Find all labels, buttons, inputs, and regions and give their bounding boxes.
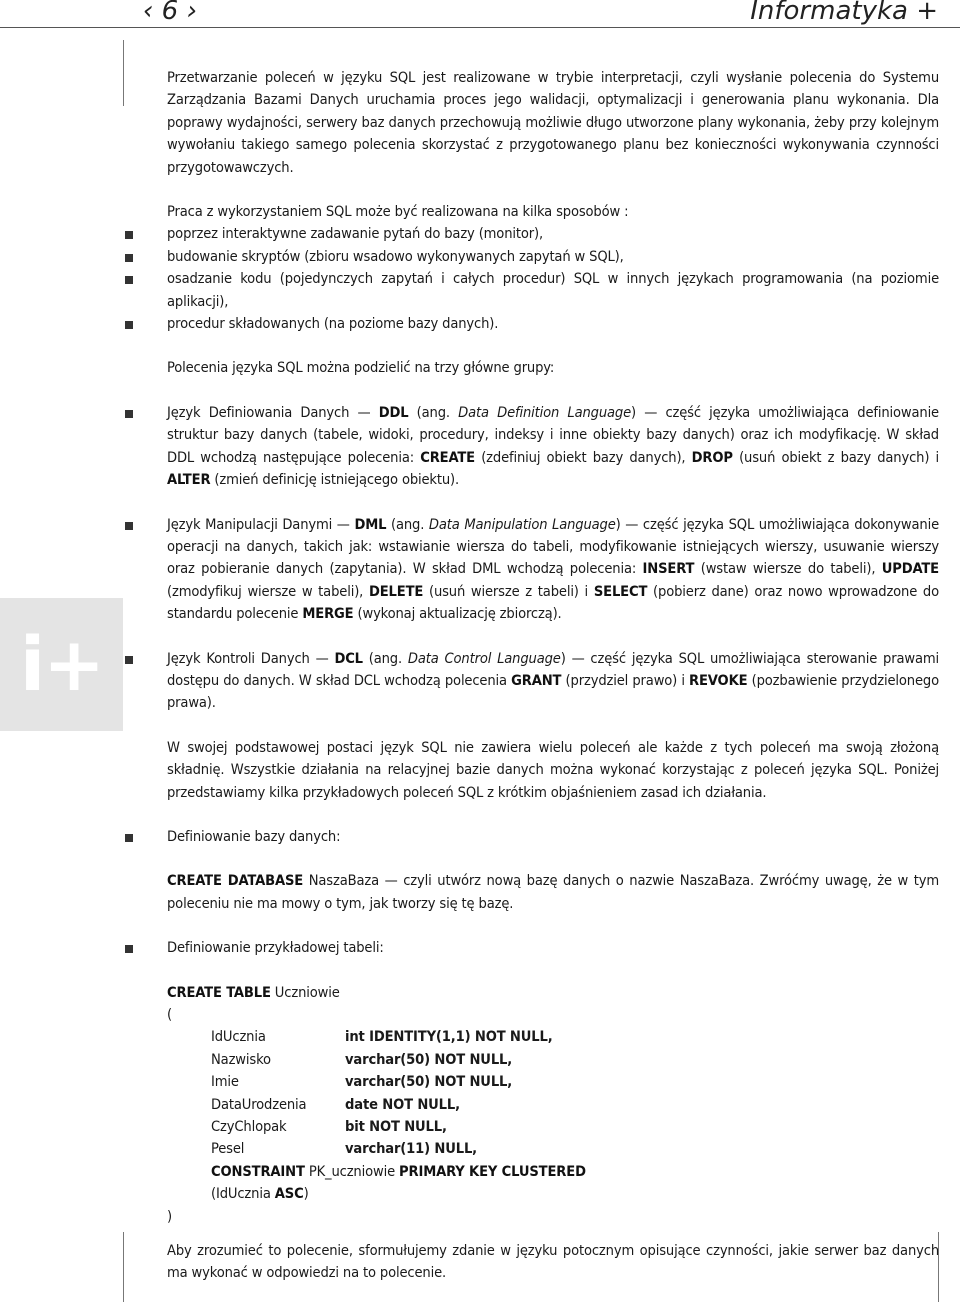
- list-item: budowanie skryptów (zbioru wsadowo wykonywanych zapytań w SQL),: [167, 246, 939, 268]
- intro-paragraph: Przetwarzanie poleceń w języku SQL jest realizowane w trybie interpretacji, czyli wysłanie polecenia do Systemu Zarządzania Bazami Danych uruchamia proces jego walidacji, optymalizacji i generowania planu wykonania. Dla poprawy wydajności, serwery baz danych przechowują możliwie długo utworzone plany wykonania, żeby przy kolejnym wywołaniu takiego samego polecenia skorzystać z przygotowanego planu bez konieczności wykonywania czynności przygotowawczych.: [167, 69, 939, 176]
- margin-line: [123, 40, 124, 106]
- closing-paragraph: Aby zrozumieć to polecenie, sformułujemy zdanie w języku potocznym opisujące czynności, jakie serwer baz danych ma wykonać w odpowiedzi na to polecenie.: [167, 1242, 939, 1282]
- list-item: poprzez interaktywne zadawanie pytań do bazy (monitor),: [167, 223, 939, 245]
- code-column-row: Imie varchar(50) NOT NULL,: [211, 1073, 513, 1091]
- page-number: ‹ 6 ›: [143, 0, 197, 26]
- summary-paragraph: W swojej podstawowej postaci język SQL nie zawiera wielu poleceń ale każde z tych poleceń ma swoją złożoną składnię. Wszystkie działania na relacyjnej bazie danych można wykonać korzystając z poleceń języka SQL. Poniżej przedstawiamy kilka przykładowych poleceń SQL z krótkim objaśnieniem zasad ich działania.: [167, 738, 939, 801]
- ways-intro: Praca z wykorzystaniem SQL może być realizowana na kilka sposobów :: [167, 203, 629, 221]
- dml-item: Język Manipulacji Danymi — DML (ang. Data Manipulation Language) — część języka SQL umożliwiająca dokonywanie operacji na danych, takich jak: wstawianie wiersza do tabeli, modyfikowanie istniejących wierszy, usuwanie wierszy oraz pobieranie danych (zapytania). W skład DML wchodzą polecenia: INSERT (wstaw wiersze do tabeli), UPDATE (zmodyfikuj wiersze w tabeli), DELETE (usuń wiersze z tabeli) i SELECT (pobierz dane) oraz nowo wprowadzone do standardu polecenie MERGE (wykonaj aktualizację zbiorczą).: [167, 514, 939, 626]
- ddl-item: Język Definiowania Danych — DDL (ang. Data Definition Language) — część języka umożliwiająca definiowanie struktur bazy danych (tabele, widoki, procedury, indeksy i inne obiekty bazy danych) oraz ich modyfikację. W skład DDL wchodzą następujące polecenia: CREATE (zdefiniuj obiekt bazy danych), DROP (usuń obiekt z bazy danych) i ALTER (zmień definicję istniejącego obiektu).: [167, 402, 939, 492]
- header-rule: [0, 27, 960, 28]
- list-item: procedur składowanych (na poziome bazy danych).: [167, 313, 939, 335]
- code-line: (: [167, 1006, 172, 1023]
- journal-title: Informatyka +: [750, 0, 938, 26]
- code-line: (IdUcznia ASC): [211, 1185, 309, 1203]
- code-column-row: Nazwisko varchar(50) NOT NULL,: [211, 1050, 513, 1068]
- groups-intro: Polecenia języka SQL można podzielić na trzy główne grupy:: [167, 359, 555, 377]
- list-item: osadzanie kodu (pojedynczych zapytań i całych procedur) SQL w innych językach programowania (na poziomie aplikacji),: [167, 268, 939, 313]
- create-table-heading: Definiowanie przykładowej tabeli:: [167, 937, 939, 959]
- code-column-row: Pesel varchar(11) NULL,: [211, 1140, 478, 1158]
- dcl-item: Język Kontroli Danych — DCL (ang. Data Control Language) — część języka SQL umożliwiająca sterowanie prawami dostępu do danych. W skład DCL wchodzą polecenia GRANT (przydziel prawo) i REVOKE (pozbawienie przydzielonego prawa).: [167, 648, 939, 715]
- margin-line: [123, 1232, 124, 1302]
- create-db-heading: Definiowanie bazy danych:: [167, 826, 939, 848]
- code-line: ): [167, 1207, 172, 1225]
- code-line: CREATE TABLE Uczniowie: [167, 983, 340, 1001]
- code-column-row: CzyChlopak bit NOT NULL,: [211, 1118, 447, 1136]
- side-logo: i+: [0, 598, 123, 731]
- code-column-row: IdUcznia int IDENTITY(1,1) NOT NULL,: [211, 1028, 553, 1046]
- code-block: [167, 982, 939, 1228]
- code-line: CONSTRAINT PK_uczniowie PRIMARY KEY CLUSTERED: [211, 1162, 586, 1180]
- create-db-paragraph: CREATE DATABASE NaszaBaza — czyli utwórz nową bazę danych o nazwie NaszaBaza. Zwróćmy uwagę, że w tym poleceniu nie ma mowy o tym, jak tworzy się tę bazę.: [167, 872, 939, 912]
- code-column-row: DataUrodzenia date NOT NULL,: [211, 1095, 460, 1113]
- article-body: [167, 67, 939, 1285]
